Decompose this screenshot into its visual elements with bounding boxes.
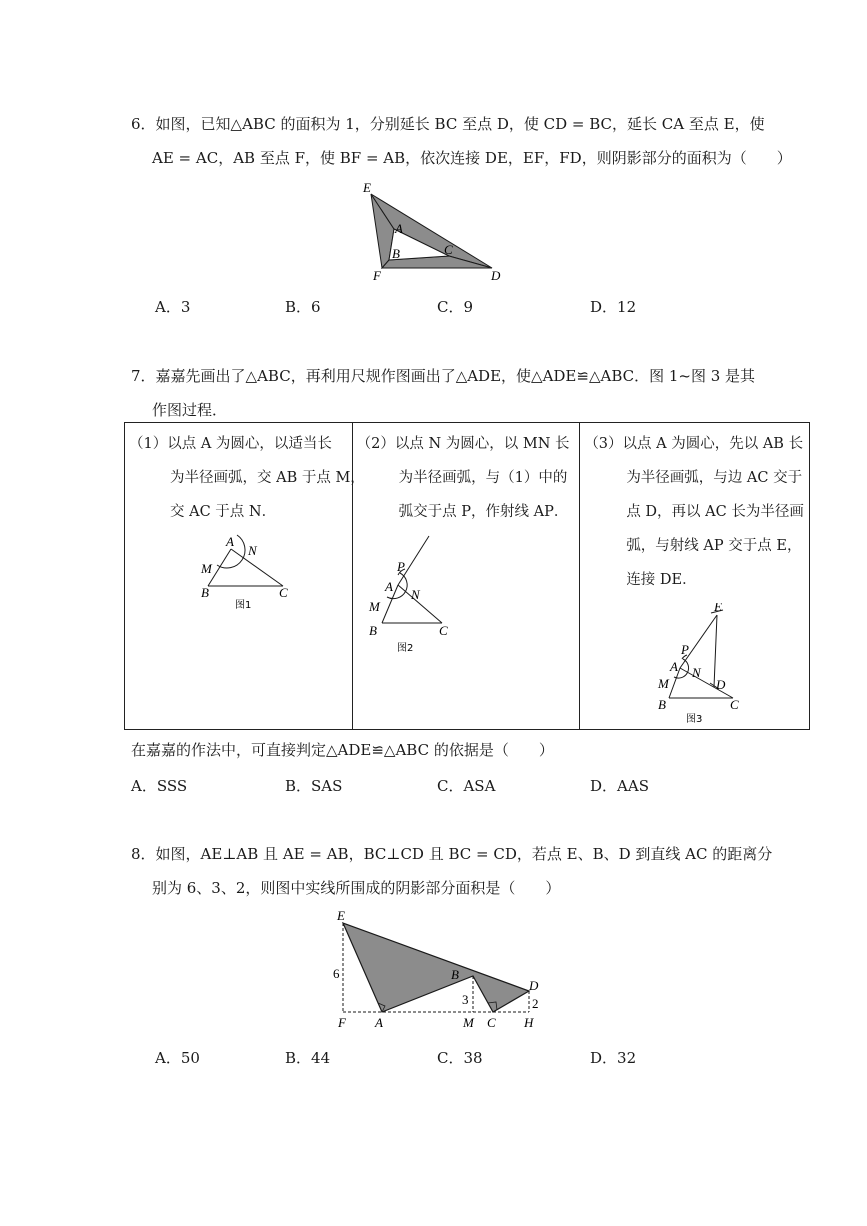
q7-step3-line5: 连接 DE．: [626, 572, 697, 588]
q7-fig1-label-a: A: [226, 534, 234, 549]
q6-line2: AE = AC，AB 至点 F，使 BF = AB，依次连接 DE，EF，FD，则阴影部分的面积为（ ）: [152, 149, 792, 167]
q6-figure: [360, 176, 510, 286]
q8-option-a: A．50: [155, 1049, 200, 1067]
q7-step2-line1: （2）以点 N 为圆心，以 MN 长: [356, 436, 570, 452]
q7-fig1-label-n: N: [248, 543, 257, 558]
q6-option-a: A．3: [155, 298, 191, 316]
q6-option-b: B．6: [285, 298, 321, 316]
q7-fig3-label-e: E: [714, 603, 723, 614]
q8-label-d: D: [529, 978, 539, 993]
q7-step2-cell: [352, 423, 580, 730]
q7-step1-line2: 为半径画弧，交 AB 于点 M，: [170, 470, 365, 486]
q6-option-d: D．12: [590, 298, 637, 316]
q8-label-b: B: [451, 967, 459, 982]
q7-step2-line3: 弧交于点 P，作射线 AP．: [398, 504, 569, 520]
q8-label-six: 6: [333, 966, 340, 981]
q8-label-e: E: [337, 908, 345, 923]
q7-figure3: [656, 603, 746, 725]
q7-fig1-label-b: B: [201, 585, 209, 600]
q8-label-m: M: [463, 1015, 474, 1030]
q7-step3-line3: 点 D，再以 AC 长为半径画: [626, 504, 804, 520]
q7-figure1: [195, 529, 295, 611]
q8-label-two: 2: [532, 996, 539, 1011]
q8-label-a: A: [375, 1015, 383, 1030]
q7-step3-cell: [580, 423, 810, 730]
q6-label-c: C: [444, 242, 453, 257]
q7-option-a: A．SSS: [131, 777, 188, 795]
q7-fig2-label-n: N: [410, 587, 420, 602]
q8-line1: 8．如图，AE⊥AB 且 AE = AB，BC⊥CD 且 BC = CD，若点 E、B、D 到直线 AC 的距离分: [131, 845, 773, 863]
q7-option-d: D．AAS: [590, 777, 649, 795]
q8-shade: [343, 923, 529, 1012]
q8-label-f: F: [338, 1015, 346, 1030]
q7-option-b: B．SAS: [285, 777, 343, 795]
q6-label-a: A: [395, 221, 403, 236]
q6-label-b: B: [392, 246, 400, 261]
q7-figure2: [365, 533, 470, 655]
q7-step3-line2: 为半径画弧，与边 AC 交于: [626, 470, 803, 486]
q7-option-c: C．ASA: [437, 777, 496, 795]
q7-fig2-label-a: A: [384, 579, 393, 594]
q7-fig1-label-m: M: [201, 561, 212, 576]
q7-fig2-label-b: B: [368, 623, 377, 638]
q7-fig3-label-a: A: [670, 659, 679, 674]
q7-fig3-label-b: B: [658, 697, 667, 712]
q8-figure: [326, 906, 548, 1034]
q7-question: 在嘉嘉的作法中，可直接判定△ADE≌△ABC 的依据是（ ）: [131, 741, 554, 759]
q8-option-d: D．32: [590, 1049, 637, 1067]
q7-step3-line1: （3）以点 A 为圆心，先以 AB 长: [584, 436, 804, 452]
q7-step1-line1: （1）以点 A 为圆心，以适当长: [129, 436, 332, 452]
q7-line1: 7．嘉嘉先画出了△ABC，再利用尺规作图画出了△ADE，使△ADE≌△ABC．图 1~图 3 是其: [131, 367, 756, 385]
q6-label-f: F: [373, 268, 381, 283]
q7-fig3-label-n: N: [692, 665, 701, 680]
q7-fig3-label-d: D: [716, 677, 726, 692]
q8-option-b: B．44: [285, 1049, 331, 1067]
q7-fig3-label-c: C: [730, 697, 739, 712]
q6-label-e: E: [363, 180, 371, 195]
q7-steps-table: [124, 422, 810, 730]
q7-fig2-caption: 图2: [396, 643, 414, 654]
q7-fig3-label-m: M: [658, 676, 670, 691]
q6-line1: 6．如图，已知△ABC 的面积为 1，分别延长 BC 至点 D，使 CD = BC，延长 CA 至点 E，使: [131, 115, 765, 133]
q7-fig3-label-p: P: [681, 642, 690, 657]
q7-line2: 作图过程．: [152, 401, 228, 419]
q7-step1-cell: [125, 423, 365, 730]
q8-label-three: 3: [462, 992, 469, 1007]
q7-fig1-caption: 图1: [235, 600, 252, 611]
q7-fig1-label-c: C: [279, 585, 288, 600]
q7-step3-line4: 弧，与射线 AP 交于点 E，: [626, 538, 802, 554]
q7-step1-line3: 交 AC 于点 N．: [170, 504, 277, 520]
q7-fig3-caption: 图3: [686, 714, 703, 725]
q7-fig2-label-c: C: [438, 623, 448, 638]
q6-option-c: C．9: [437, 298, 474, 316]
q8-line2: 别为 6、3、2，则图中实线所围成的阴影部分面积是（ ）: [152, 879, 561, 897]
q7-fig2-label-p: P: [396, 559, 405, 574]
q7-step2-line2: 为半径画弧，与（1）中的: [398, 470, 568, 486]
q6-label-d: D: [491, 268, 501, 283]
q7-fig2-label-m: M: [368, 599, 380, 614]
q8-label-c: C: [487, 1015, 496, 1030]
q8-label-h: H: [524, 1015, 534, 1030]
q8-option-c: C．38: [437, 1049, 483, 1067]
